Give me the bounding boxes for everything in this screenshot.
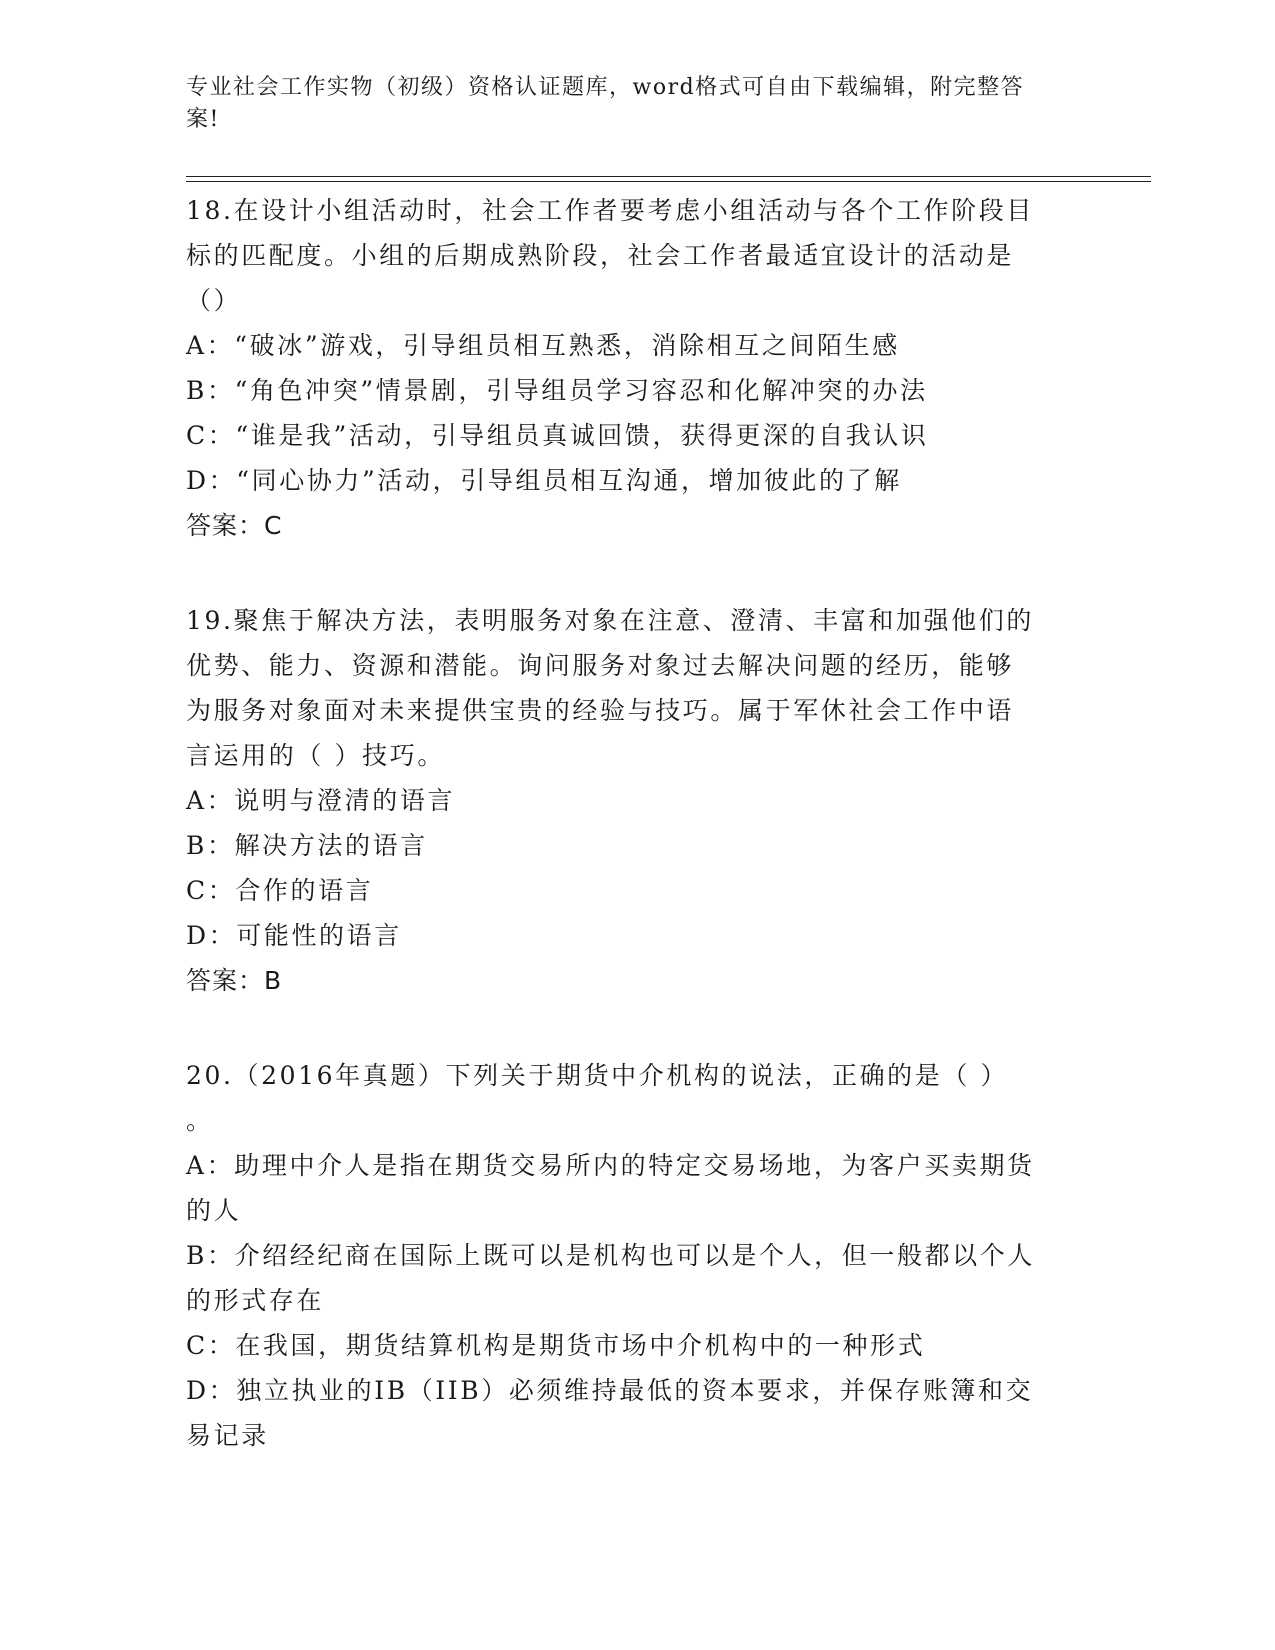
- question-stem-line: 20.（2016年真题）下列关于期货中介机构的说法，正确的是（ ）: [186, 1061, 1009, 1090]
- option-b: B：“角色冲突”情景剧，引导组员学习容忍和化解冲突的办法: [186, 376, 928, 405]
- option-d: D：“同心协力”活动，引导组员相互沟通，增加彼此的了解: [186, 466, 902, 495]
- option-d: D：可能性的语言: [186, 921, 402, 950]
- question-stem-line: （）: [186, 286, 242, 315]
- question-stem-line: 为服务对象面对未来提供宝贵的经验与技巧。属于军休社会工作中语: [186, 696, 1015, 725]
- question-19: [186, 598, 1071, 1003]
- question-stem-line: 言运用的（ ）技巧。: [186, 741, 445, 770]
- question-stem-line: 标的匹配度。小组的后期成熟阶段，社会工作者最适宜设计的活动是: [186, 241, 1015, 270]
- header-line-1: 专业社会工作实物（初级）资格认证题库，word格式可自由下载编辑，附完整答: [186, 75, 1025, 100]
- answer-line: 答案：B: [186, 966, 283, 995]
- option-a-continued: 的人: [186, 1196, 242, 1225]
- question-stem-line: 19.聚焦于解决方法，表明服务对象在注意、澄清、丰富和加强他们的: [186, 606, 1034, 635]
- question-stem-line: 优势、能力、资源和潜能。询问服务对象过去解决问题的经历，能够: [186, 651, 1015, 680]
- option-a: A：“破冰”游戏，引导组员相互熟悉，消除相互之间陌生感: [186, 331, 900, 360]
- header-line-2: 案!: [186, 107, 220, 132]
- option-c: C：“谁是我”活动，引导组员真诚回馈，获得更深的自我认识: [186, 421, 929, 450]
- answer-line: 答案：C: [186, 511, 283, 540]
- option-c: C：合作的语言: [186, 876, 374, 905]
- question-18: [186, 188, 1071, 548]
- option-a: A：说明与澄清的语言: [186, 786, 456, 815]
- question-stem-line: 。: [186, 1106, 214, 1135]
- option-b-continued: 的形式存在: [186, 1286, 325, 1315]
- question-20: [186, 1053, 1071, 1458]
- option-b: B：解决方法的语言: [186, 831, 428, 860]
- header-divider-bottom: [186, 181, 1151, 182]
- option-d-continued: 易记录: [186, 1421, 269, 1450]
- option-d: D：独立执业的IB（IIB）必须维持最低的资本要求，并保存账簿和交: [186, 1376, 1034, 1405]
- question-stem-line: 18.在设计小组活动时，社会工作者要考虑小组活动与各个工作阶段目: [186, 196, 1034, 225]
- option-c: C：在我国，期货结算机构是期货市场中介机构中的一种形式: [186, 1331, 926, 1360]
- header-divider-top: [186, 176, 1151, 177]
- option-a: A：助理中介人是指在期货交易所内的特定交易场地，为客户买卖期货: [186, 1151, 1035, 1180]
- document-header: [186, 72, 1066, 136]
- option-b: B：介绍经纪商在国际上既可以是机构也可以是个人，但一般都以个人: [186, 1241, 1035, 1270]
